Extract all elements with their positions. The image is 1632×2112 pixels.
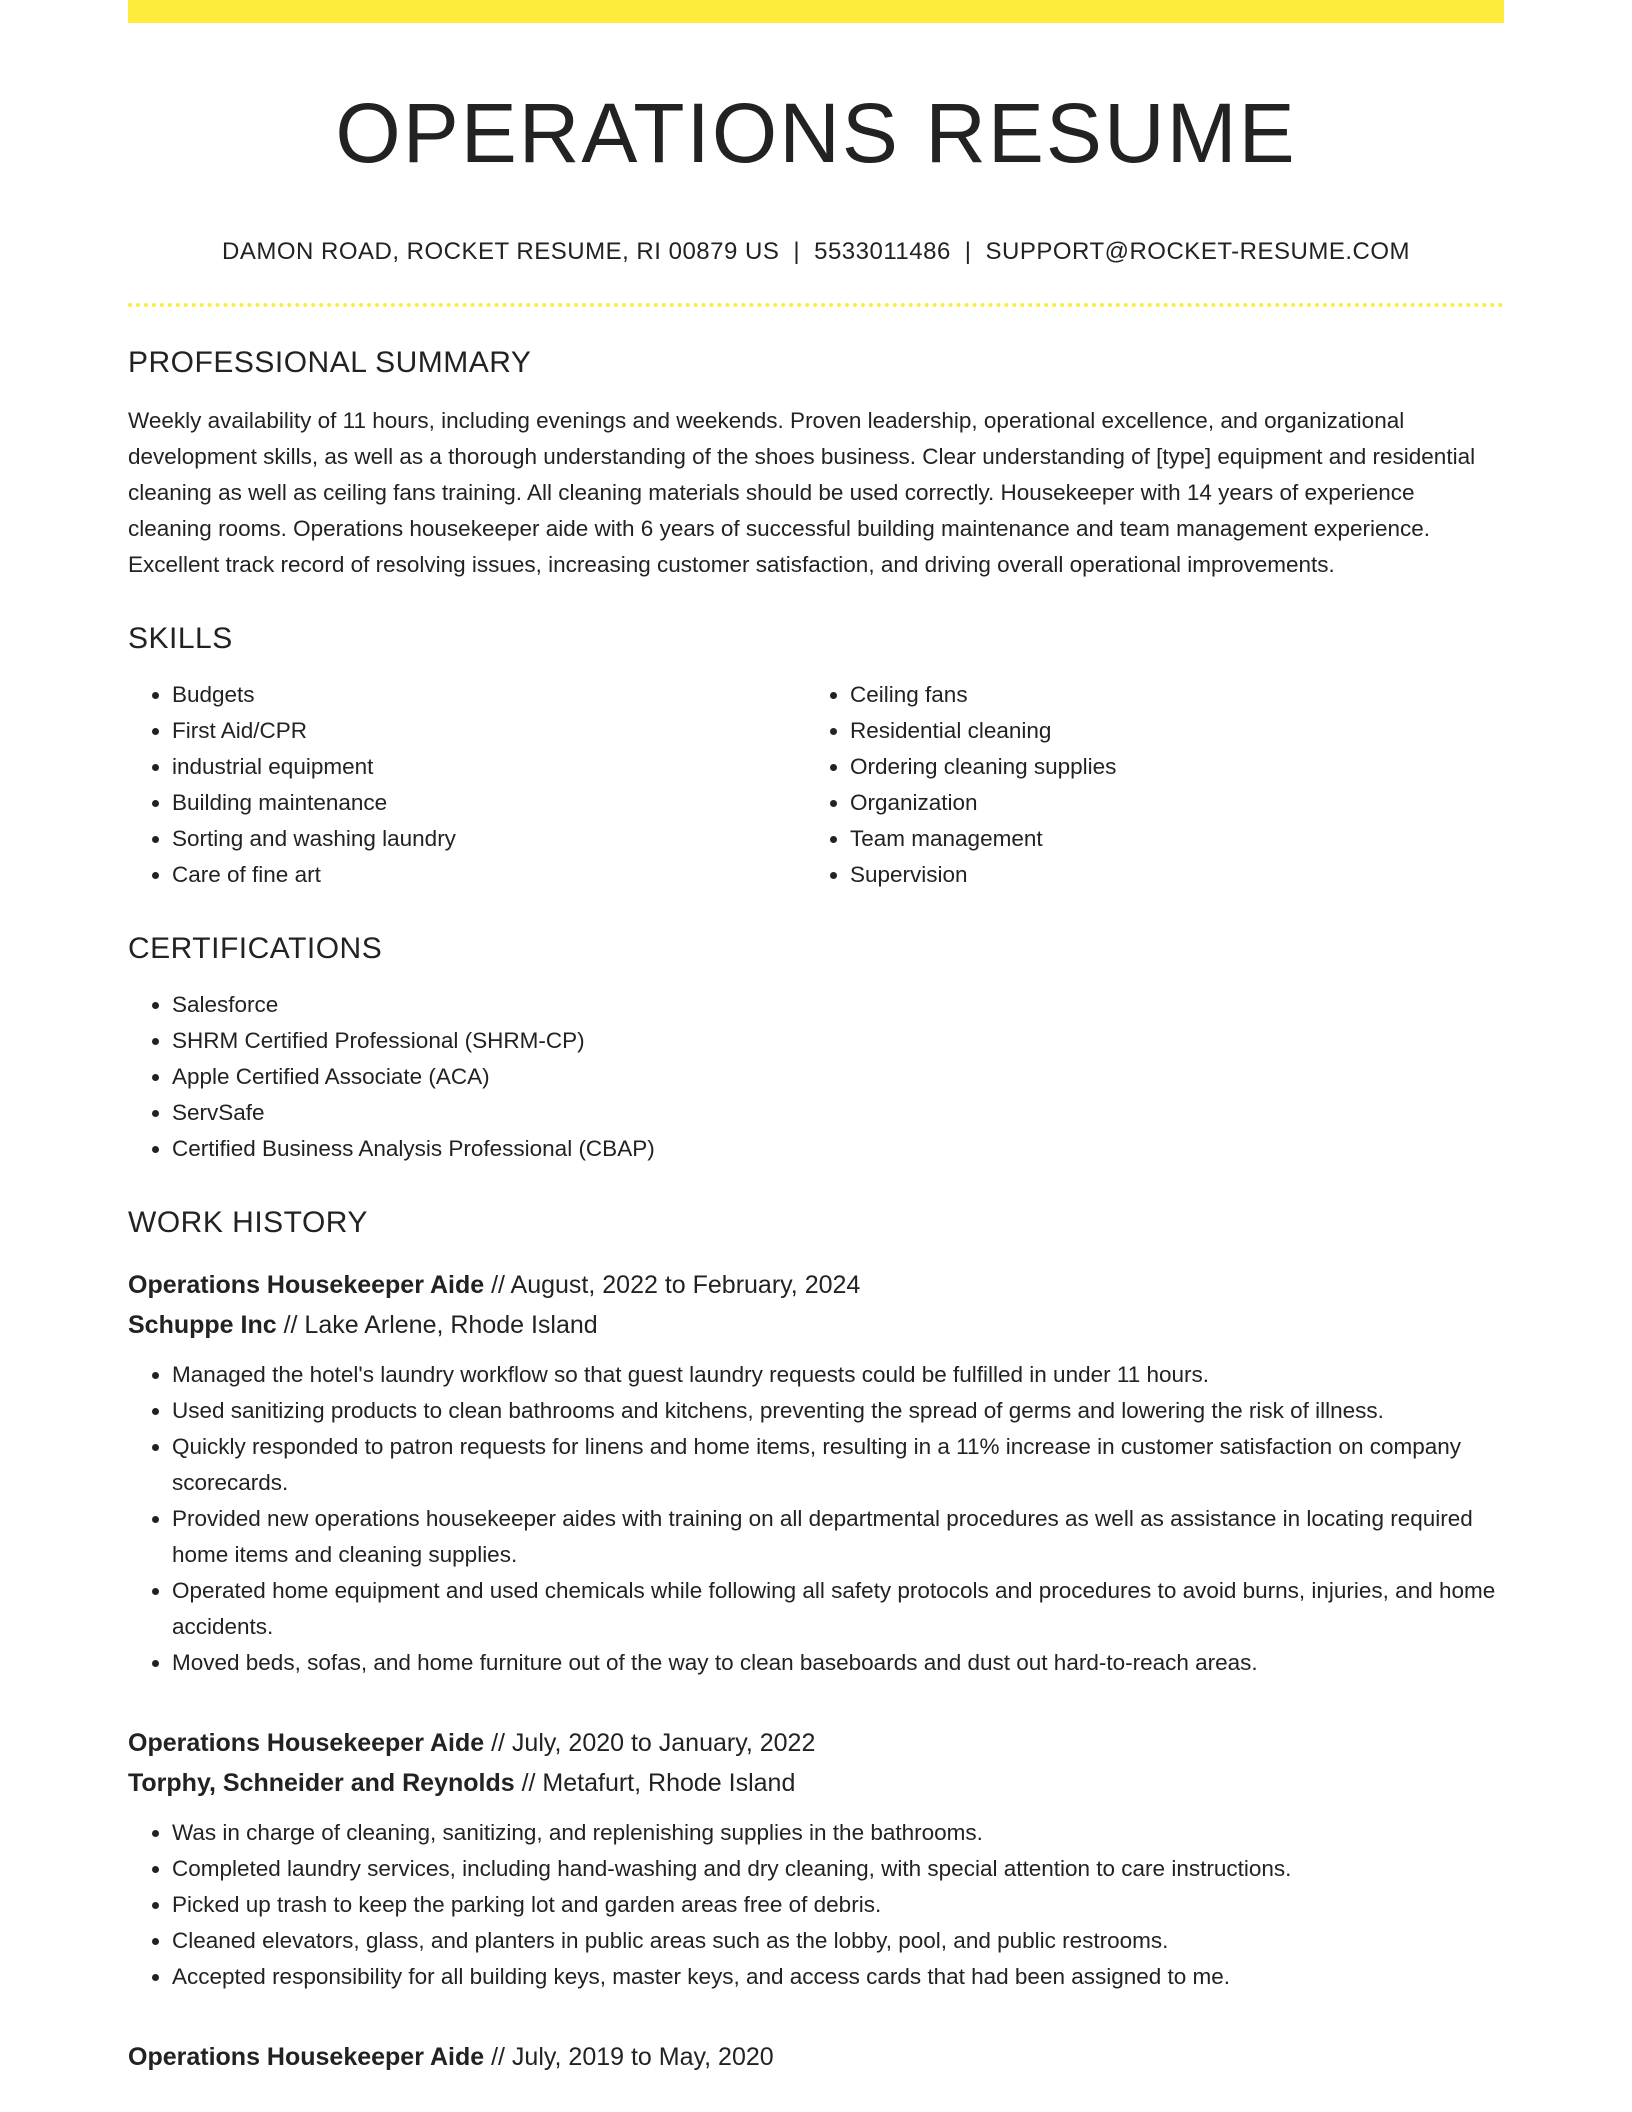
job-entry bbox=[128, 1265, 1504, 1681]
certification-item: • SHRM Certified Professional (SHRM-CP) bbox=[172, 1023, 1504, 1059]
job-dates: // July, 2020 to January, 2022 bbox=[484, 1728, 816, 1757]
email: SUPPORT@ROCKET-RESUME.COM bbox=[985, 237, 1410, 265]
job-bullets bbox=[128, 1357, 1504, 1681]
job-bullet: • Used sanitizing products to clean bathrooms and kitchens, preventing the spread of germs and lowering the risk of illness. bbox=[172, 1393, 1504, 1429]
skills-list bbox=[128, 677, 1504, 893]
job-dates: // July, 2019 to May, 2020 bbox=[484, 2042, 774, 2071]
job-company: Schuppe Inc bbox=[128, 1310, 277, 1339]
skills-column-right bbox=[806, 677, 1504, 893]
job-title-line bbox=[128, 2037, 1504, 2077]
job-bullets bbox=[128, 1815, 1504, 1995]
job-company-line bbox=[128, 1305, 1504, 1345]
skill-item: • Care of fine art bbox=[172, 857, 806, 893]
job-bullet: • Moved beds, sofas, and home furniture out of the way to clean baseboards and dust out hard-to-reach areas. bbox=[172, 1645, 1504, 1681]
resume-page bbox=[128, 0, 1504, 2112]
resume-title: OPERATIONS RESUME bbox=[335, 86, 1297, 180]
contact-line bbox=[128, 238, 1504, 267]
skill-item: • industrial equipment bbox=[172, 749, 806, 785]
skill-item: • Residential cleaning bbox=[850, 713, 1504, 749]
certifications-list bbox=[128, 987, 1504, 1167]
job-bullet: • Provided new operations housekeeper aides with training on all departmental procedures as well as assistance in locating required home items and cleaning supplies. bbox=[172, 1501, 1504, 1573]
job-title-line bbox=[128, 1723, 1504, 1763]
skill-item: • Supervision bbox=[850, 857, 1504, 893]
certification-item: • ServSafe bbox=[172, 1095, 1504, 1131]
job-role: Operations Housekeeper Aide bbox=[128, 2042, 485, 2071]
skill-item: • Building maintenance bbox=[172, 785, 806, 821]
skill-item: • First Aid/CPR bbox=[172, 713, 806, 749]
separator: | bbox=[793, 237, 801, 265]
summary-text: Weekly availability of 11 hours, including evenings and weekends. Proven leadership, operational excellence, and organizational development skills, as well as a thorough understanding of the shoes business. Clear understanding of [type] equipment and residential cleaning as well as ceiling fans training. All cleaning materials should be used correctly. Housekeeper with 14 years of experience cleaning rooms. Operations housekeeper aide with 6 years of successful building maintenance and team management experience. Excellent track record of resolving issues, increasing customer satisfaction, and driving overall operational improvements. bbox=[128, 407, 1476, 577]
summary-heading: PROFESSIONAL SUMMARY bbox=[128, 345, 532, 379]
job-bullet: • Quickly responded to patron requests for linens and home items, resulting in a 11% increase in customer satisfaction on company scorecards. bbox=[172, 1429, 1504, 1501]
certification-item: • Certified Business Analysis Professional (CBAP) bbox=[172, 1131, 1504, 1167]
job-company: Torphy, Schneider and Reynolds bbox=[128, 1768, 515, 1797]
job-location: // Metafurt, Rhode Island bbox=[514, 1768, 796, 1797]
job-bullet: • Accepted responsibility for all building keys, master keys, and access cards that had been assigned to me. bbox=[172, 1959, 1504, 1995]
address: DAMON ROAD, ROCKET RESUME, RI 00879 US bbox=[222, 237, 780, 265]
certification-item: • Salesforce bbox=[172, 987, 1504, 1023]
dotted-divider bbox=[128, 303, 1504, 307]
job-entry bbox=[128, 2037, 1504, 2077]
job-role: Operations Housekeeper Aide bbox=[128, 1270, 485, 1299]
job-company-line bbox=[128, 1763, 1504, 1803]
job-title-line bbox=[128, 1265, 1504, 1305]
skill-item: • Ordering cleaning supplies bbox=[850, 749, 1504, 785]
job-bullet: • Was in charge of cleaning, sanitizing, and replenishing supplies in the bathrooms. bbox=[172, 1815, 1504, 1851]
job-role: Operations Housekeeper Aide bbox=[128, 1728, 485, 1757]
job-location: // Lake Arlene, Rhode Island bbox=[276, 1310, 598, 1339]
job-entry bbox=[128, 1723, 1504, 1995]
certification-item: • Apple Certified Associate (ACA) bbox=[172, 1059, 1504, 1095]
job-bullet: • Picked up trash to keep the parking lot and garden areas free of debris. bbox=[172, 1887, 1504, 1923]
skill-item: • Budgets bbox=[172, 677, 806, 713]
separator: | bbox=[964, 237, 972, 265]
skill-item: • Ceiling fans bbox=[850, 677, 1504, 713]
phone: 5533011486 bbox=[814, 237, 951, 265]
skills-column-left bbox=[128, 677, 806, 893]
job-bullet: • Completed laundry services, including hand-washing and dry cleaning, with special attention to care instructions. bbox=[172, 1851, 1504, 1887]
skill-item: • Sorting and washing laundry bbox=[172, 821, 806, 857]
job-bullet: • Cleaned elevators, glass, and planters in public areas such as the lobby, pool, and public restrooms. bbox=[172, 1923, 1504, 1959]
certifications-heading: CERTIFICATIONS bbox=[128, 931, 383, 965]
job-dates: // August, 2022 to February, 2024 bbox=[484, 1270, 861, 1299]
skill-item: • Team management bbox=[850, 821, 1504, 857]
job-bullet: • Managed the hotel's laundry workflow so that guest laundry requests could be fulfilled in under 11 hours. bbox=[172, 1357, 1504, 1393]
job-bullet: • Operated home equipment and used chemicals while following all safety protocols and procedures to avoid burns, injuries, and home accidents. bbox=[172, 1573, 1504, 1645]
work-history-heading: WORK HISTORY bbox=[128, 1205, 368, 1239]
skills-heading: SKILLS bbox=[128, 621, 233, 655]
top-accent-bar bbox=[128, 0, 1504, 23]
skill-item: • Organization bbox=[850, 785, 1504, 821]
